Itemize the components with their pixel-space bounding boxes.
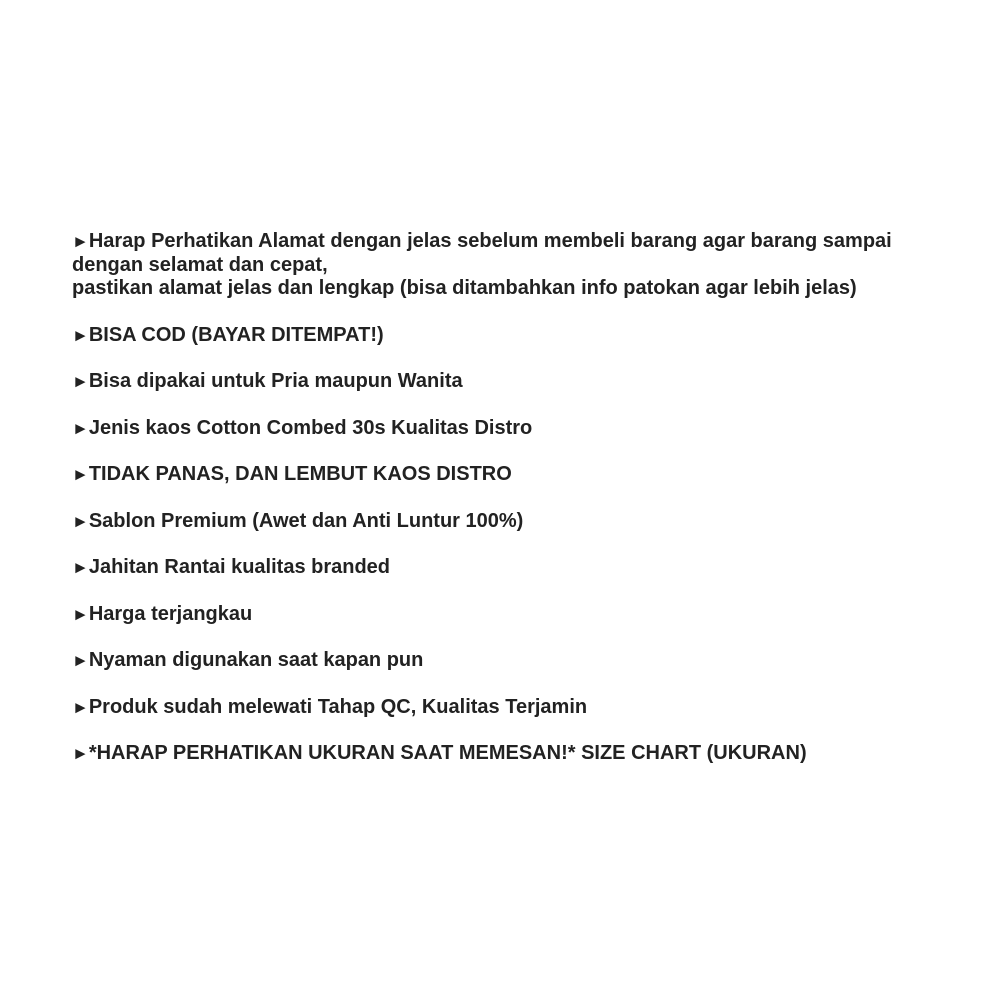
intro-line-3: pastikan alamat jelas dan lengkap (bisa ditambahkan info patokan agar lebih jelas) <box>72 277 857 299</box>
feature-text: Jenis kaos Cotton Combed 30s Kualitas Distro <box>88 416 533 439</box>
feature-item-material <box>72 417 972 441</box>
feature-text: Bisa dipakai untuk Pria maupun Wanita <box>88 370 463 392</box>
intro-text-1: Harap Perhatikan Alamat dengan jelas sebelum membeli barang agar barang sampai <box>88 230 892 252</box>
bullet-arrow-icon: ► <box>72 651 89 670</box>
feature-item-qc <box>72 696 972 720</box>
bullet-arrow-icon: ► <box>72 558 89 577</box>
feature-text: Sablon Premium (Awet dan Anti Luntur 100%) <box>88 509 524 532</box>
feature-item-wearable <box>72 649 972 673</box>
feature-text: TIDAK PANAS, DAN LEMBUT KAOS DISTRO <box>88 463 512 485</box>
feature-text: *HARAP PERHATIKAN UKURAN SAAT MEMESAN!* SIZE CHART (UKURAN) <box>88 742 807 764</box>
feature-text: BISA COD (BAYAR DITEMPAT!) <box>88 323 384 346</box>
feature-text: Harga terjangkau <box>88 602 253 625</box>
bullet-arrow-icon: ► <box>72 418 89 438</box>
intro-paragraph <box>72 230 972 301</box>
feature-item-unisex <box>72 370 972 394</box>
feature-text: Jahitan Rantai kualitas branded <box>88 556 391 578</box>
bullet-arrow-icon: ► <box>72 604 89 624</box>
bullet-arrow-icon: ► <box>72 511 89 531</box>
bullet-arrow-icon: ► <box>72 325 89 345</box>
feature-item-cod <box>72 324 972 348</box>
intro-line-1 <box>72 230 972 254</box>
feature-item-print <box>72 510 972 534</box>
bullet-arrow-icon: ► <box>72 744 89 763</box>
bullet-arrow-icon: ► <box>72 697 89 717</box>
bullet-arrow-icon: ► <box>72 232 89 251</box>
bullet-arrow-icon: ► <box>72 372 89 391</box>
intro-line-2: dengan selamat dan cepat, <box>72 253 328 276</box>
feature-item-stitching <box>72 556 972 580</box>
feature-item-price <box>72 603 972 627</box>
feature-item-comfort <box>72 463 972 487</box>
feature-item-size-chart <box>72 742 972 766</box>
bullet-arrow-icon: ► <box>72 465 89 484</box>
feature-text: Produk sudah melewati Tahap QC, Kualitas Terjamin <box>88 695 588 718</box>
product-description <box>72 230 972 789</box>
feature-text: Nyaman digunakan saat kapan pun <box>88 649 424 671</box>
